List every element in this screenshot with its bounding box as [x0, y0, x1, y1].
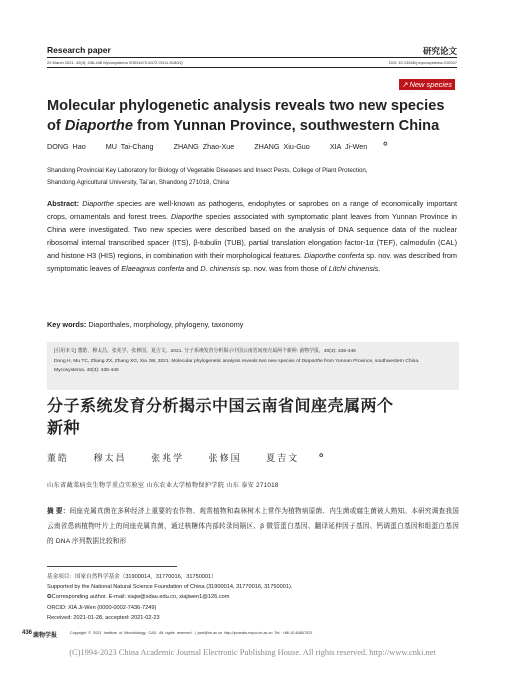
section-label-cn: 研究论文	[422, 46, 457, 56]
footnote: ORCID: XIA Ji-Wen (0000-0002-7436-7249)	[47, 604, 157, 611]
footnote: ✪Corresponding author. E-mail: xiajw@sdau.edu.cn, xiajiwen1@126.com	[47, 594, 230, 601]
citation-part: from Yunnan Province, southwestern China. Mycosystema, 40(3): 436-446	[54, 358, 420, 373]
abstract-text: sp. nov. was from those of	[240, 264, 329, 274]
footnotes	[47, 572, 467, 623]
footnote: 基金项目：国家自然科学基金（31900014，31770016，31750001）	[47, 574, 217, 580]
footnote: Received: 2021-01-28, accepted: 2021-02-23	[47, 614, 160, 621]
affiliation-cn: 山东省蔬菜病虫生物学重点实验室 山东农业大学植物保护学院 山东 泰安 271018	[47, 482, 279, 489]
journal-name: 菌物学报	[33, 633, 58, 639]
author: MU Tai-Chang	[105, 142, 154, 152]
abstract-cn-label: 摘 要：	[47, 508, 70, 515]
author	[330, 142, 388, 151]
affiliation-line: Shandong Agricultural University, Tai’an, Shandong 271018, China	[47, 179, 230, 186]
title-text: from Yunnan Province, southwestern China	[132, 118, 440, 134]
author-cn: 张修国	[208, 453, 242, 463]
abstract-text: Diaporthe	[171, 212, 203, 222]
page-footer	[22, 630, 462, 640]
footnote: Supported by the National Natural Science Foundation of China (31900014, 31770016, 31750001).	[47, 584, 293, 591]
new-species-badge: ↗ New species	[399, 79, 455, 90]
article-title-cn	[47, 396, 447, 440]
abstract-text: Elaeagnus conferta	[121, 264, 185, 274]
citation-part: Diaporthe	[301, 358, 323, 364]
title-text: of	[47, 118, 65, 134]
journal-meta: 22 March 2021, 40(3): 436-446 Mycosystema ISSN1672-6472 CN11-5180/Q	[47, 60, 183, 65]
abstract-text: D. chinensis	[200, 264, 241, 274]
doi: DOI: 10.13346/j.mycosystema.210047	[388, 60, 457, 65]
citation-part: Dong H, Mu TC, Zhang ZX, Zhang XG, Xia JW, 2021. Molecular phylogenetic analysis reveals two new species of	[54, 358, 302, 364]
keywords-text: Diaporthales, morphology, phylogeny, taxonomy	[86, 320, 244, 329]
title-genus: Diaporthe	[64, 118, 133, 134]
abstract-text: .	[378, 264, 381, 274]
citation-cn: [引用本文] 董皓，穆太昌，张兆学，张修国，夏吉文，2021. 分子系统发育分析揭示中国云南省间座壳属两个新种. 菌物学报，40(3): 436-446	[54, 349, 356, 354]
author-cn	[266, 453, 325, 463]
abstract-text: Diaporthe	[79, 199, 114, 208]
title-cn-line: 分子系统发育分析揭示中国云南省间座壳属两个	[47, 398, 394, 415]
abstract-text: Litchi chinensis	[328, 264, 379, 274]
citation-box	[47, 342, 459, 390]
meta-rule	[47, 67, 457, 68]
abstract-text: species are well-known as pathogens, endophytes or saprobes on a range of economically important crops, ornamentals and forest trees.	[47, 199, 457, 222]
citation-en	[54, 357, 452, 376]
abstract-cn-text: 间座壳属真菌在多种经济上重要的农作物、观赏植物和森林树木上常作为植物病原菌、内生菌或腐生菌被人熟知。本研究调查我国云南省患病植物叶片上的间座壳属真菌，通过核糖体内部转录间隔区、β 微管蛋白基因、翻译延伸因子基因、钙调蛋白基因和组蛋白基因的 DNA 序列数据比较和形	[47, 508, 459, 545]
author: DONG Hao	[47, 142, 86, 152]
section-label: Research paper	[47, 45, 111, 55]
abstract	[47, 197, 457, 276]
affiliation	[47, 165, 457, 189]
corresponding-icon: ✪	[319, 453, 326, 459]
author: ZHANG Zhao-Xue	[173, 142, 235, 152]
author-cn: 董皓	[47, 453, 70, 463]
author-cn: 张兆学	[151, 453, 185, 463]
affiliation-line: Shandong Provincial Key Laboratory for Biology of Vegetable Diseases and Insect Pests, College of Plant Protection,	[47, 167, 368, 174]
article-title	[47, 96, 467, 136]
author-cn: 穆太昌	[93, 453, 127, 463]
copyright-line: Copyright © 2021 Institute of Microbiology, CAS. All rights reserved. | jwxt@im.ac.cn http://journals-myco.im.ac.cn Tel: +86-10-64807521	[70, 631, 313, 635]
author-cn-name: 夏吉文	[266, 453, 300, 463]
author-list-cn	[47, 451, 325, 464]
title-line-1: Molecular phylogenetic analysis reveals two new species	[47, 98, 445, 114]
abstract-text: sp. nov. was described from symptomatic leaves of	[47, 251, 457, 274]
citation-text	[54, 347, 452, 376]
corresponding-icon: ✪	[383, 142, 388, 148]
abstract-cn	[47, 504, 459, 549]
author-list	[47, 142, 387, 151]
abstract-label: Abstract:	[47, 199, 80, 208]
cnki-watermark: (C)1994-2023 China Academic Journal Electronic Publishing House. All rights reserved. http://www.cnki.net	[69, 648, 436, 657]
abstract-text: and	[184, 264, 201, 274]
author: ZHANG Xiu-Guo	[254, 142, 310, 152]
abstract-text: Diaporthe conferta	[304, 251, 365, 261]
footnote-rule	[47, 566, 177, 567]
title-line-2	[47, 116, 467, 136]
header-rule	[47, 57, 457, 58]
page-number: 436	[22, 630, 33, 636]
title-cn-line: 新种	[47, 420, 81, 437]
keywords-label: Key words:	[47, 320, 87, 329]
abstract-text: species associated with symptomatic plant leaves from Yunnan Province in China were investigated. Two new species were described based on the analysis of DNA sequence data of the nuclear ribosomal internal transcribed spacer (ITS), β-tubulin (TUB), partial translation elongation factor-1α (TEF), calmodulin (CAL) and histone H3 (HIS) regions, in combination with their morphological features.	[47, 212, 457, 261]
author-name: XIA Ji-Wen	[329, 142, 368, 152]
keywords	[47, 320, 457, 329]
